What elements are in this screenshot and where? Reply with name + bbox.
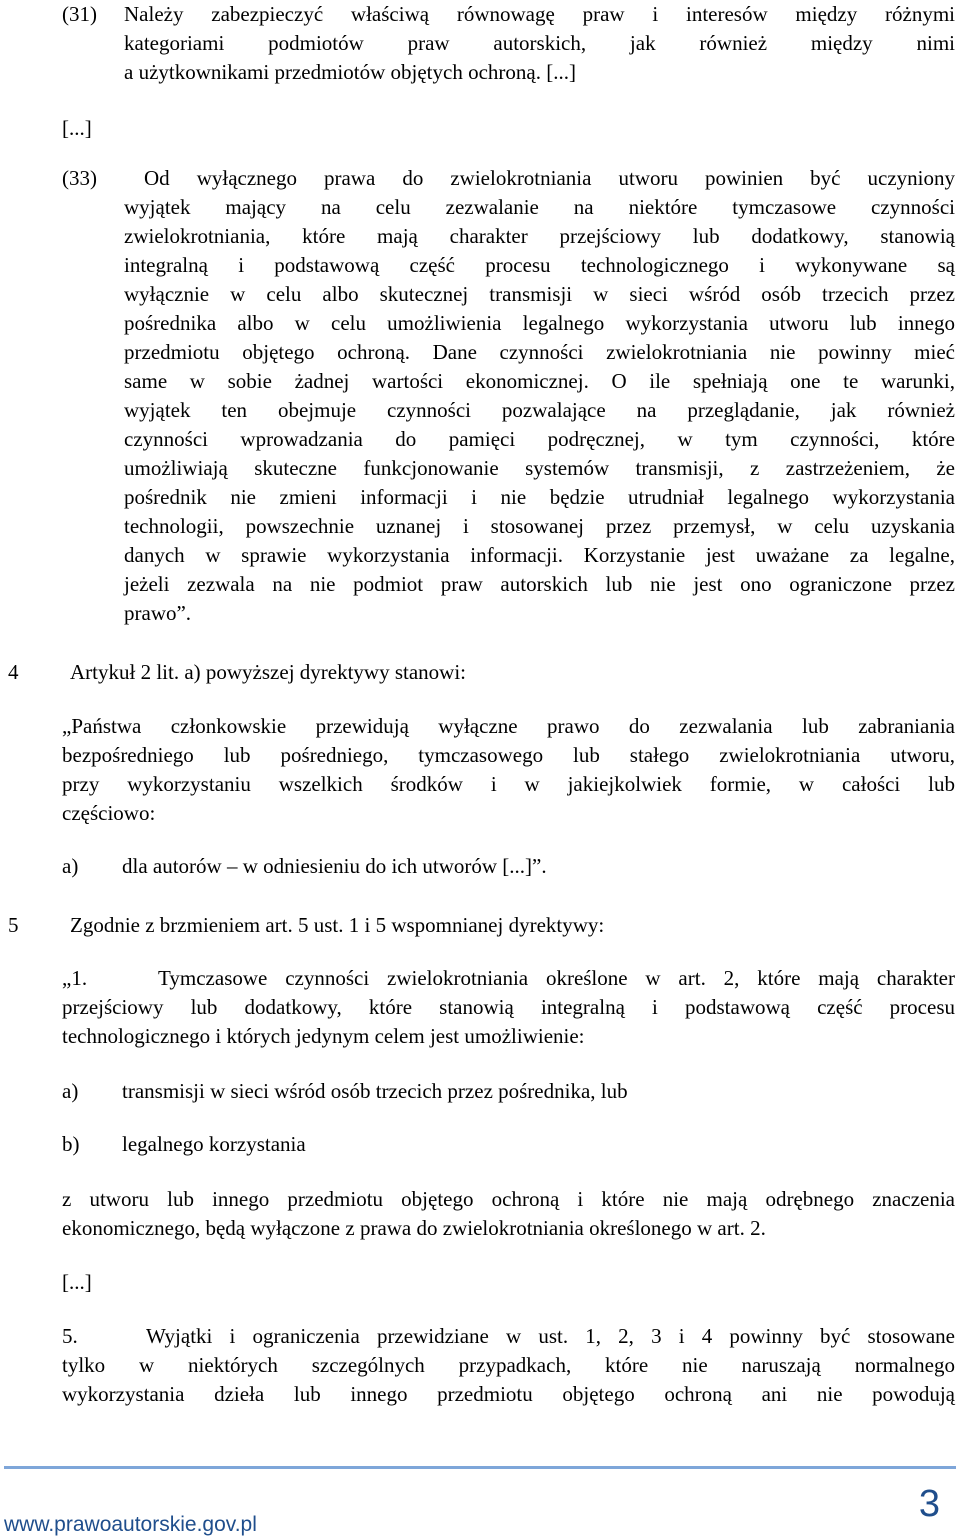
recital-33-line-11: umożliwiają skuteczne funkcjonowanie systemów transmisji, z zastrzeżeniem, że: [124, 456, 955, 480]
footnote-5-para5-line-2: tylko w niektórych szczególnych przypadkach, które nie naruszają normalnego: [62, 1353, 955, 1377]
footnote-4-quote-line-3: przy wykorzystaniu wszelkich środków i w jakiejkolwiek formie, w całości lub: [62, 772, 955, 796]
recital-33-line-5: wyłącznie w celu albo skutecznej transmisji w sieci wśród osób trzecich przez: [124, 282, 955, 306]
footnote-5-heading: Zgodnie z brzmieniem art. 5 ust. 1 i 5 wspomnianej dyrektywy:: [70, 913, 605, 937]
footnote-5-para1-line: przejściowy lub dodatkowy, które stanowią integralną i podstawową część procesu: [62, 995, 955, 1019]
footnote-4-quote-line-1: „Państwa członkowskie przewidują wyłączne prawo do zezwalania lub zabraniania: [62, 714, 955, 738]
footer-divider: [4, 1466, 956, 1469]
recital-31-line-1: Należy zabezpieczyć właściwą równowagę praw i interesów między różnymi: [124, 2, 955, 26]
footnote-4-item-a-text: dla autorów – w odniesieniu do ich utworów [...]”.: [122, 854, 547, 878]
recital-31-line-3: a użytkownikami przedmiotów objętych ochroną. [...]: [124, 60, 576, 84]
footnote-5-number: 5: [8, 913, 19, 937]
footnote-5-para2-last-line: ekonomicznego, będą wyłączone z prawa do zwielokrotniania określonego w art. 2.: [62, 1216, 766, 1240]
footnote-4-item-a-label: a): [62, 854, 79, 878]
footer-url[interactable]: www.prawoautorskie.gov.pl: [4, 1513, 257, 1536]
footnote-4-quote-line-2: bezpośredniego lub pośredniego, tymczasowego lub stałego zwielokrotniania utworu,: [62, 743, 955, 767]
ellipsis-marker: [...]: [62, 116, 92, 140]
footnote-4-number: 4: [8, 660, 19, 684]
footnote-5-para5-line-1: 5. Wyjątki i ograniczenia przewidziane w ust. 1, 2, 3 i 4 powinny być stosowane: [62, 1324, 955, 1348]
recital-33-line-14: danych w sprawie wykorzystania informacji. Korzystanie jest uważane za legalne,: [124, 543, 955, 567]
recital-31-number: (31): [62, 2, 97, 26]
recital-33-line-15: jeżeli zezwala na nie podmiot praw autorskich lub nie jest ono ograniczone przez: [124, 572, 955, 596]
footnote-5-para1-first-line: „1. Tymczasowe czynności zwielokrotniania określone w art. 2, które mają charakter: [62, 966, 955, 990]
footnote-5-para1-last-line: technologicznego i których jedynym celem jest umożliwienie:: [62, 1024, 585, 1048]
recital-33-line-1: Od wyłącznego prawa do zwielokrotniania utworu powinien być uczyniony: [144, 166, 955, 190]
footnote-5-item-b-label: b): [62, 1132, 80, 1156]
recital-33-line-12: pośrednik nie zmieni informacji i nie będzie utrudniał legalnego wykorzystania: [124, 485, 955, 509]
recital-33-line-6: pośrednika albo w celu umożliwienia legalnego wykorzystania utworu lub innego: [124, 311, 955, 335]
recital-33-line-8: same w sobie żadnej wartości ekonomicznej. O ile spełniają one te warunki,: [124, 369, 955, 393]
footnote-5-item-b-text: legalnego korzystania: [122, 1132, 306, 1156]
recital-33-line-13: technologii, powszechnie uznanej i stosowanej przez przemysł, w celu uzyskania: [124, 514, 955, 538]
recital-33-line-3: zwielokrotniania, które mają charakter przejściowy lub dodatkowy, stanowią: [124, 224, 955, 248]
recital-31-line-2: kategoriami podmiotów praw autorskich, jak również między nimi: [124, 31, 955, 55]
recital-33-line-4: integralną i podstawową część procesu technologicznego i wykonywane są: [124, 253, 955, 277]
recital-33-line-2: wyjątek mający na celu zezwalanie na niektóre tymczasowe czynności: [124, 195, 955, 219]
recital-33-number: (33): [62, 166, 97, 190]
page-number: 3: [918, 1483, 940, 1525]
footnote-5-para2-first-line: z utworu lub innego przedmiotu objętego ochroną i które nie mają odrębnego znaczenia: [62, 1187, 955, 1211]
footnote-4-quote-last-line: częściowo:: [62, 801, 156, 825]
recital-33-line-9: wyjątek ten obejmuje czynności pozwalające na przeglądanie, jak również: [124, 398, 955, 422]
footnote-5-item-a-label: a): [62, 1079, 79, 1103]
recital-33-line-10: czynności wprowadzania do pamięci podręcznej, w tym czynności, które: [124, 427, 955, 451]
footnote-4-heading: Artykuł 2 lit. a) powyższej dyrektywy stanowi:: [70, 660, 467, 684]
footnote-5-para5-line-3: wykorzystania dzieła lub innego przedmiotu objętego ochroną ani nie powodują: [62, 1382, 955, 1406]
footnote-5-item-a-text: transmisji w sieci wśród osób trzecich przez pośrednika, lub: [122, 1079, 628, 1103]
footnote-5-ellipsis: [...]: [62, 1270, 92, 1294]
recital-33-line-7: przedmiotu objętego ochroną. Dane czynności zwielokrotniania nie powinny mieć: [124, 340, 955, 364]
recital-33-last-line: prawo”.: [124, 601, 192, 625]
